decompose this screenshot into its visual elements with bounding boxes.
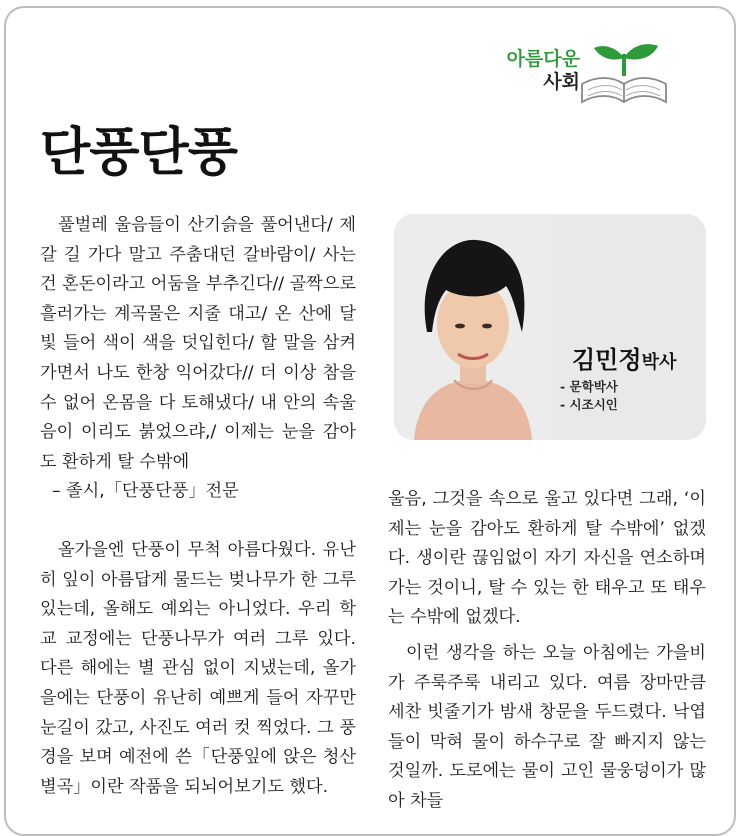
paragraph: 이런 생각을 하는 오늘 아침에는 가을비가 주룩주룩 내리고 있다. 여름 장마만큼 세찬 빗줄기가 밤새 창문을 두드렸다. 낙엽들이 막혀 물이 하수구로 잘 빠지지 않는 것일까. 도로에는 물이 고인 물웅덩이가 많아 차들 [388, 642, 706, 811]
author-card [394, 214, 706, 440]
paragraph-spacer [40, 507, 356, 536]
author-name-text: 김민정 [572, 346, 642, 374]
section-label-line1: 아름다운 [506, 48, 580, 70]
paragraph: 울음, 그것을 속으로 울고 있다면 그래, ‘이제는 눈을 감아도 환하게 탈 수밖에’ 없겠다. 생이란 끊임없이 자기 자신을 연소하며 가는 것이니, 탈 수 있는 한 태우고 또 태우는 수밖에 없겠다. [388, 489, 706, 628]
article-body-left [40, 211, 356, 802]
author-name [572, 340, 676, 375]
sprout-book-icon [576, 40, 672, 108]
poem-text: 풀벌레 울음들이 산기슭을 풀어낸다/ 제 갈 길 가다 말고 주춤대던 갈바람이/ 사는 건 혼돈이라고 어둠을 부추긴다// 골짝으로 흘러가는 계곡물은 지줄 대고/ 온 산에 달빛 들어 색이 색을 덧입힌다/ 할 말을 삼켜가면서 나도 한창 익어갔다// 더 이상 참을 수 없어 온몸을 다 토해냈다/ 내 안의 속울음이 이리도 붉었으랴,/ 이제는 눈을 감아도 환하게 탈 수밖에 [40, 215, 356, 472]
article-body-right [388, 485, 706, 817]
author-credential: - 문학박사 [560, 379, 618, 394]
author-title: 박사 [641, 352, 677, 373]
article-headline: 단풍단풍 [40, 122, 237, 183]
section-label-line2: 사회 [543, 71, 580, 93]
author-credential: - 시조시인 [560, 397, 618, 412]
poem-source: – 졸시,「단풍단풍」전문 [52, 481, 239, 502]
paragraph: 올가을엔 단풍이 무척 아름다웠다. 유난히 잎이 아름답게 물드는 벚나무가 한 그루 있는데, 올해도 예외는 아니었다. 우리 학교 교정에는 단풍나무가 여러 그루 있다. 다른 해에는 별 관심 없이 지냈는데, 올가을에는 단풍이 유난히 예쁘게 들어 자꾸만 눈길이 갔고, 사진도 여러 컷 찍었다. 그 풍경을 보며 예전에 쓴「단풍잎에 앉은 청산별곡」이란 작품을 되뇌어보기도 했다. [40, 539, 356, 797]
section-label [470, 48, 580, 94]
author-photo [394, 214, 552, 440]
